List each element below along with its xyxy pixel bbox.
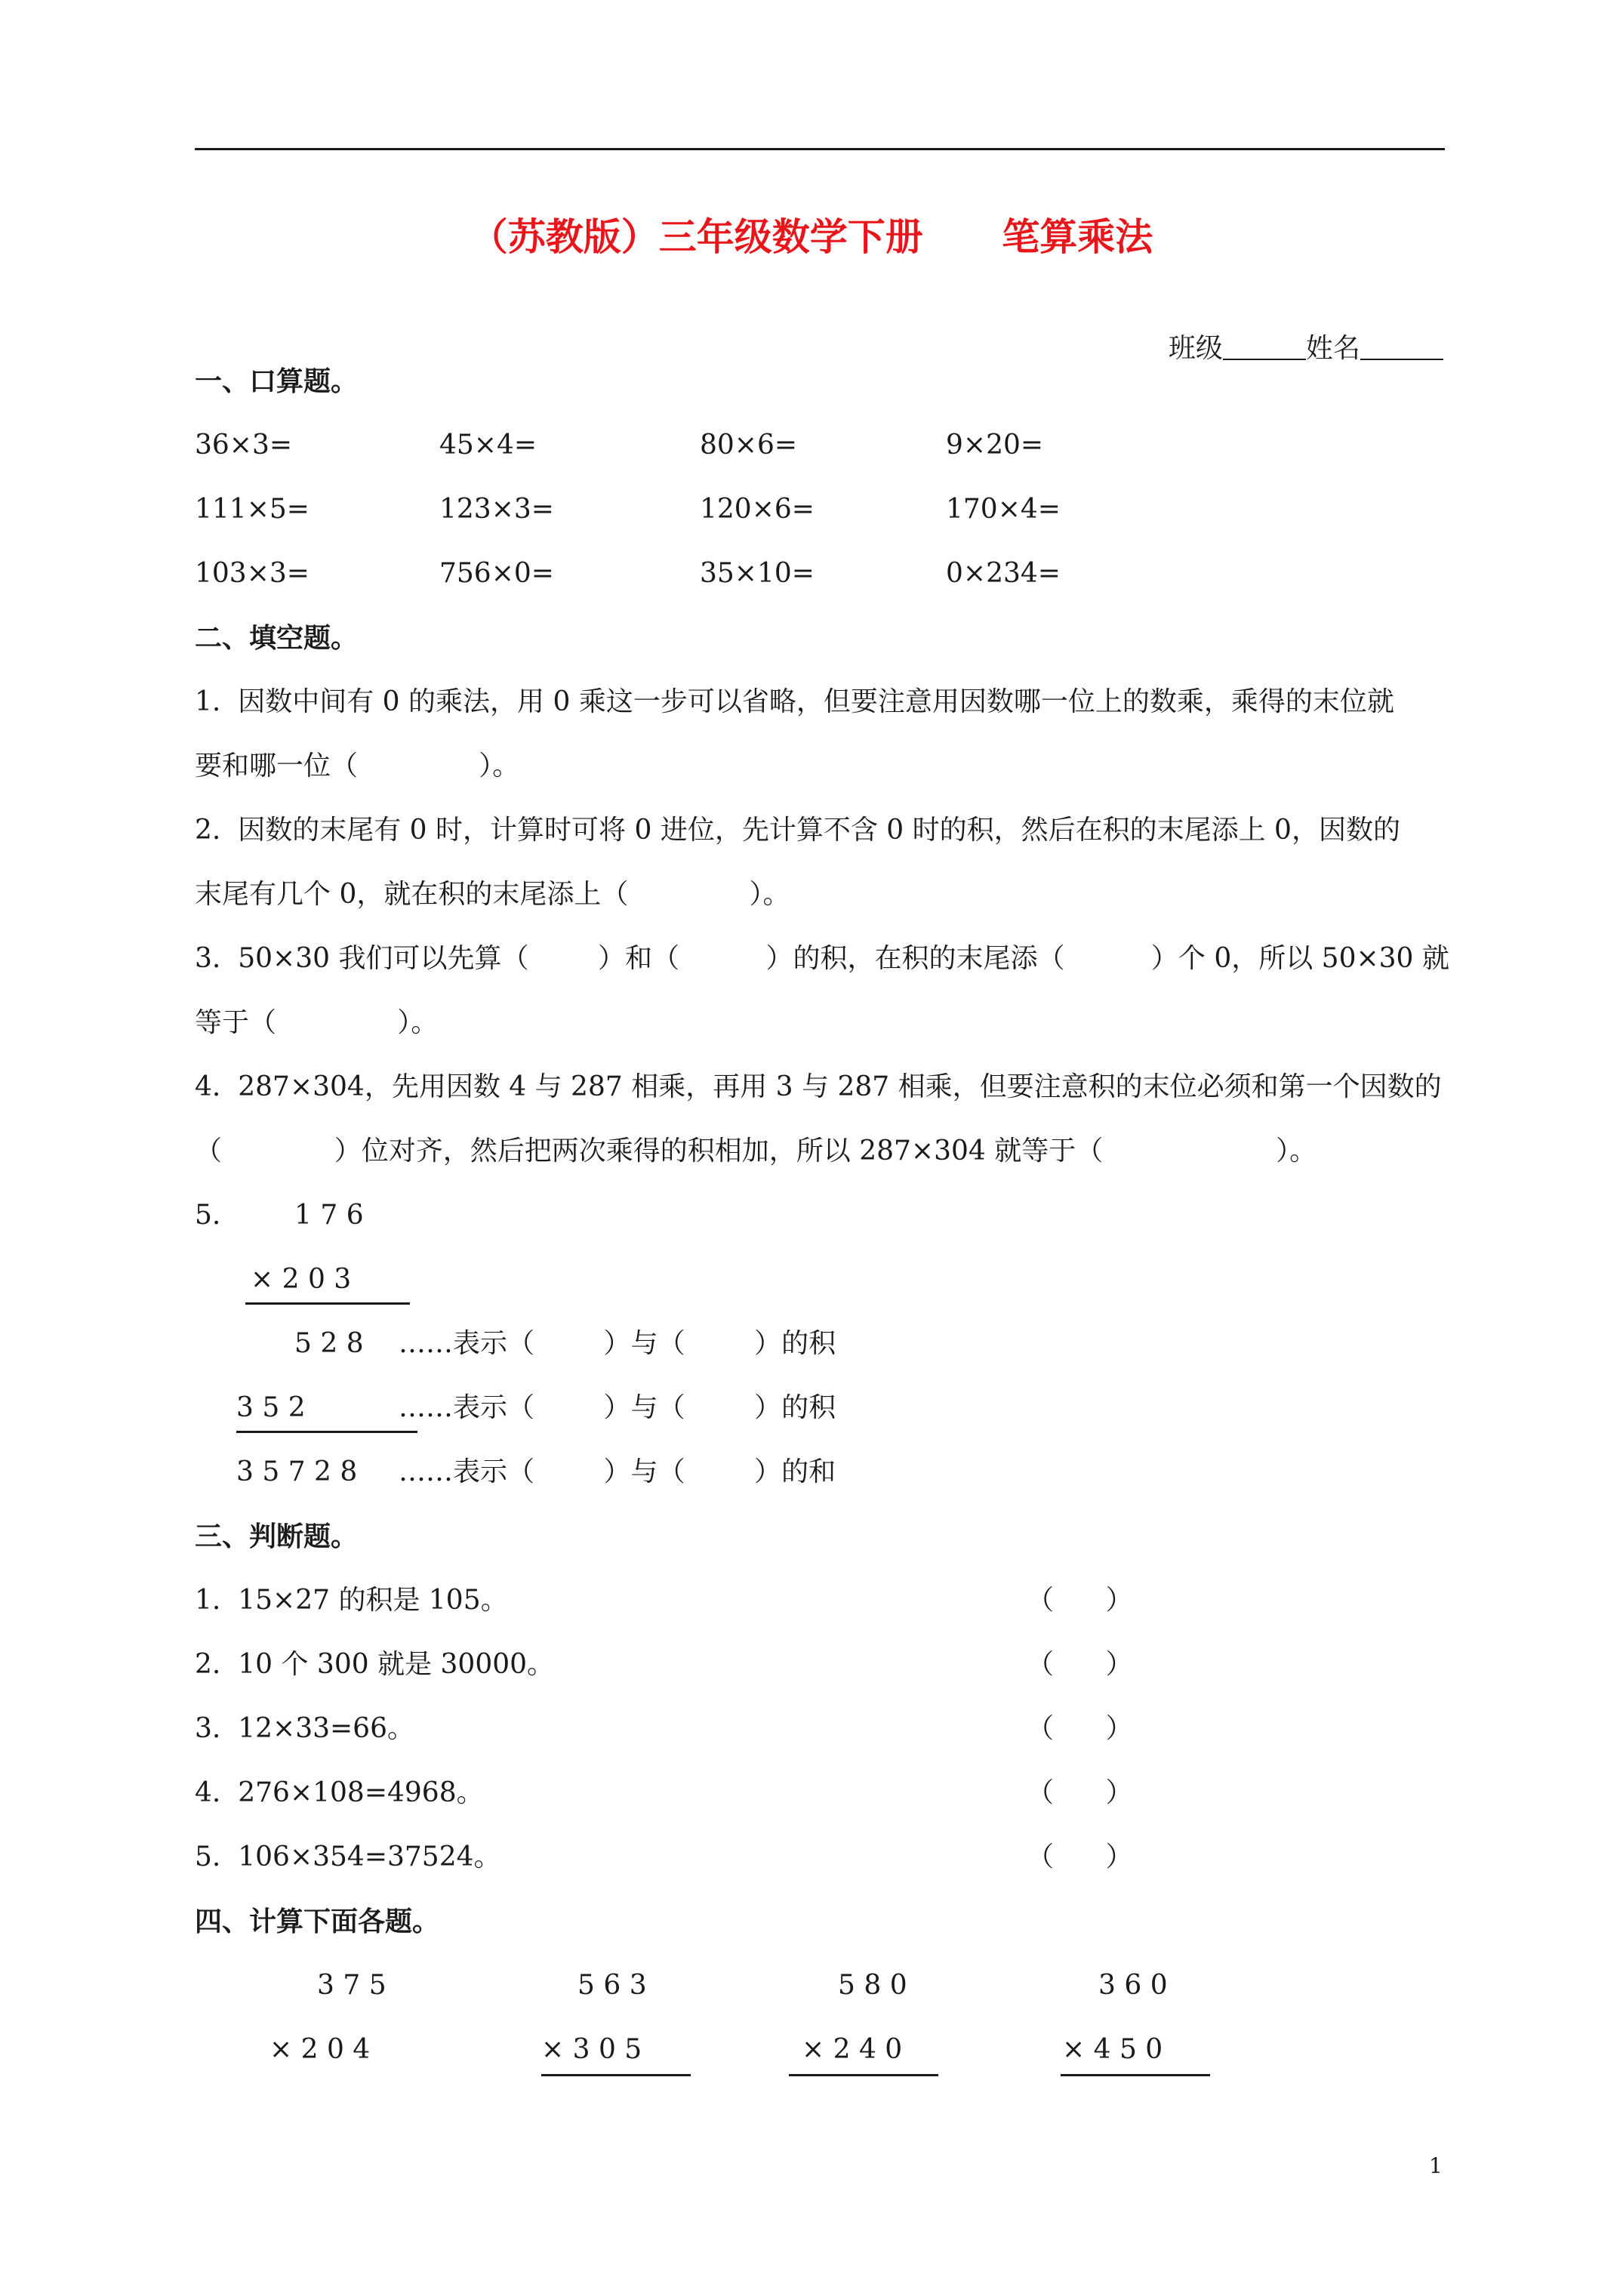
calc-rule — [541, 2074, 691, 2076]
calc-multiplier: × 3 0 5 — [541, 2034, 642, 2065]
name-blank[interactable] — [1360, 334, 1443, 360]
section-judge-heading: 三、判断题。 — [195, 1521, 359, 1552]
fill-q4-line2: （ ）位对齐，然后把两次乘得的积相加，所以 287×304 就等于（ ）。 — [195, 1136, 1317, 1166]
class-name-line — [1151, 299, 1443, 365]
calc-multiplier: × 4 5 0 — [1062, 2034, 1163, 2065]
q5-partial-2: 3 5 2 — [236, 1392, 306, 1423]
fill-q4-line1: 4. 287×304，先用因数 4 与 287 相乘，再用 3 与 287 相乘，但要注意积的末位必须和第一个因数的 — [195, 1071, 1442, 1102]
fill-q1-line1: 1. 因数中间有 0 的乘法，用 0 乘这一步可以省略，但要注意用因数哪一位上的数乘，乘得的末位就 — [195, 686, 1394, 717]
fill-q3-line2: 等于（ ）。 — [195, 1007, 439, 1038]
judge-bracket[interactable]: （ ） — [1027, 1841, 1133, 1872]
calc-multiplicand: 5 8 0 — [838, 1970, 907, 2001]
calc-multiplier: × 2 0 4 — [269, 2034, 371, 2065]
q5-note-1: ……表示（ ）与（ ）的积 — [399, 1328, 836, 1359]
q5-note-2: ……表示（ ）与（ ）的积 — [399, 1392, 836, 1423]
q5-partial-1: 5 2 8 — [294, 1328, 364, 1359]
fill-q5-number: 5. — [195, 1200, 221, 1231]
judge-bracket[interactable]: （ ） — [1027, 1777, 1133, 1808]
calc-multiplicand: 5 6 3 — [577, 1970, 647, 2001]
q5-note-3: ……表示（ ）与（ ）的和 — [399, 1456, 836, 1487]
calc-multiplicand: 3 6 0 — [1098, 1970, 1168, 2001]
calc-multiplier: × 2 4 0 — [802, 2034, 903, 2065]
q5-multiplier: × 2 0 3 — [251, 1264, 352, 1295]
fill-q3-line1: 3. 50×30 我们可以先算（ ）和（ ）的积，在积的末尾添（ ）个 0，所以 50×30 就 — [195, 943, 1449, 974]
calc-multiplicand: 3 7 5 — [317, 1970, 387, 2001]
judge-item: 1. 15×27 的积是 105。 — [195, 1585, 508, 1616]
header-rule — [195, 148, 1445, 150]
oral-item: 36×3= — [195, 430, 293, 461]
oral-item: 0×234= — [946, 558, 1061, 589]
class-label: 班级 — [1168, 333, 1223, 364]
oral-item: 120×6= — [700, 494, 815, 525]
class-blank[interactable] — [1223, 334, 1306, 360]
oral-item: 123×3= — [439, 494, 554, 525]
name-label: 姓名 — [1305, 333, 1360, 364]
section-calc-heading: 四、计算下面各题。 — [195, 1906, 440, 1937]
q5-multiplicand: 1 7 6 — [294, 1200, 364, 1231]
fill-q2-line2: 末尾有几个 0，就在积的末尾添上（ ）。 — [195, 879, 790, 910]
q5-rule-bottom — [236, 1431, 417, 1433]
q5-rule-top — [245, 1302, 410, 1305]
judge-bracket[interactable]: （ ） — [1027, 1649, 1133, 1680]
oral-item: 45×4= — [439, 430, 537, 461]
section-oral-heading: 一、口算题。 — [195, 365, 359, 397]
oral-item: 80×6= — [700, 430, 798, 461]
fill-q1-line2: 要和哪一位（ ）。 — [195, 750, 520, 781]
oral-item: 756×0= — [439, 558, 554, 589]
oral-item: 103×3= — [195, 558, 310, 589]
calc-rule — [1061, 2074, 1210, 2076]
judge-item: 4. 276×108=4968。 — [195, 1777, 484, 1808]
judge-bracket[interactable]: （ ） — [1027, 1585, 1133, 1616]
oral-item: 170×4= — [946, 494, 1061, 525]
oral-item: 9×20= — [946, 430, 1044, 461]
oral-item: 111×5= — [195, 494, 310, 525]
page-number: 1 — [1429, 2153, 1443, 2178]
section-fill-heading: 二、填空题。 — [195, 622, 359, 654]
oral-item: 35×10= — [700, 558, 815, 589]
judge-bracket[interactable]: （ ） — [1027, 1713, 1133, 1744]
q5-sum: 3 5 7 2 8 — [236, 1456, 358, 1487]
judge-item: 2. 10 个 300 就是 30000。 — [195, 1649, 555, 1680]
fill-q2-line1: 2. 因数的末尾有 0 时，计算时可将 0 进位，先计算不含 0 时的积，然后在积的末尾添上 0，因数的 — [195, 815, 1400, 846]
calc-rule — [789, 2074, 938, 2076]
judge-item: 3. 12×33=66。 — [195, 1713, 414, 1744]
judge-item: 5. 106×354=37524。 — [195, 1841, 501, 1872]
page-title: （苏教版）三年级数学下册 笔算乘法 — [470, 214, 1153, 259]
